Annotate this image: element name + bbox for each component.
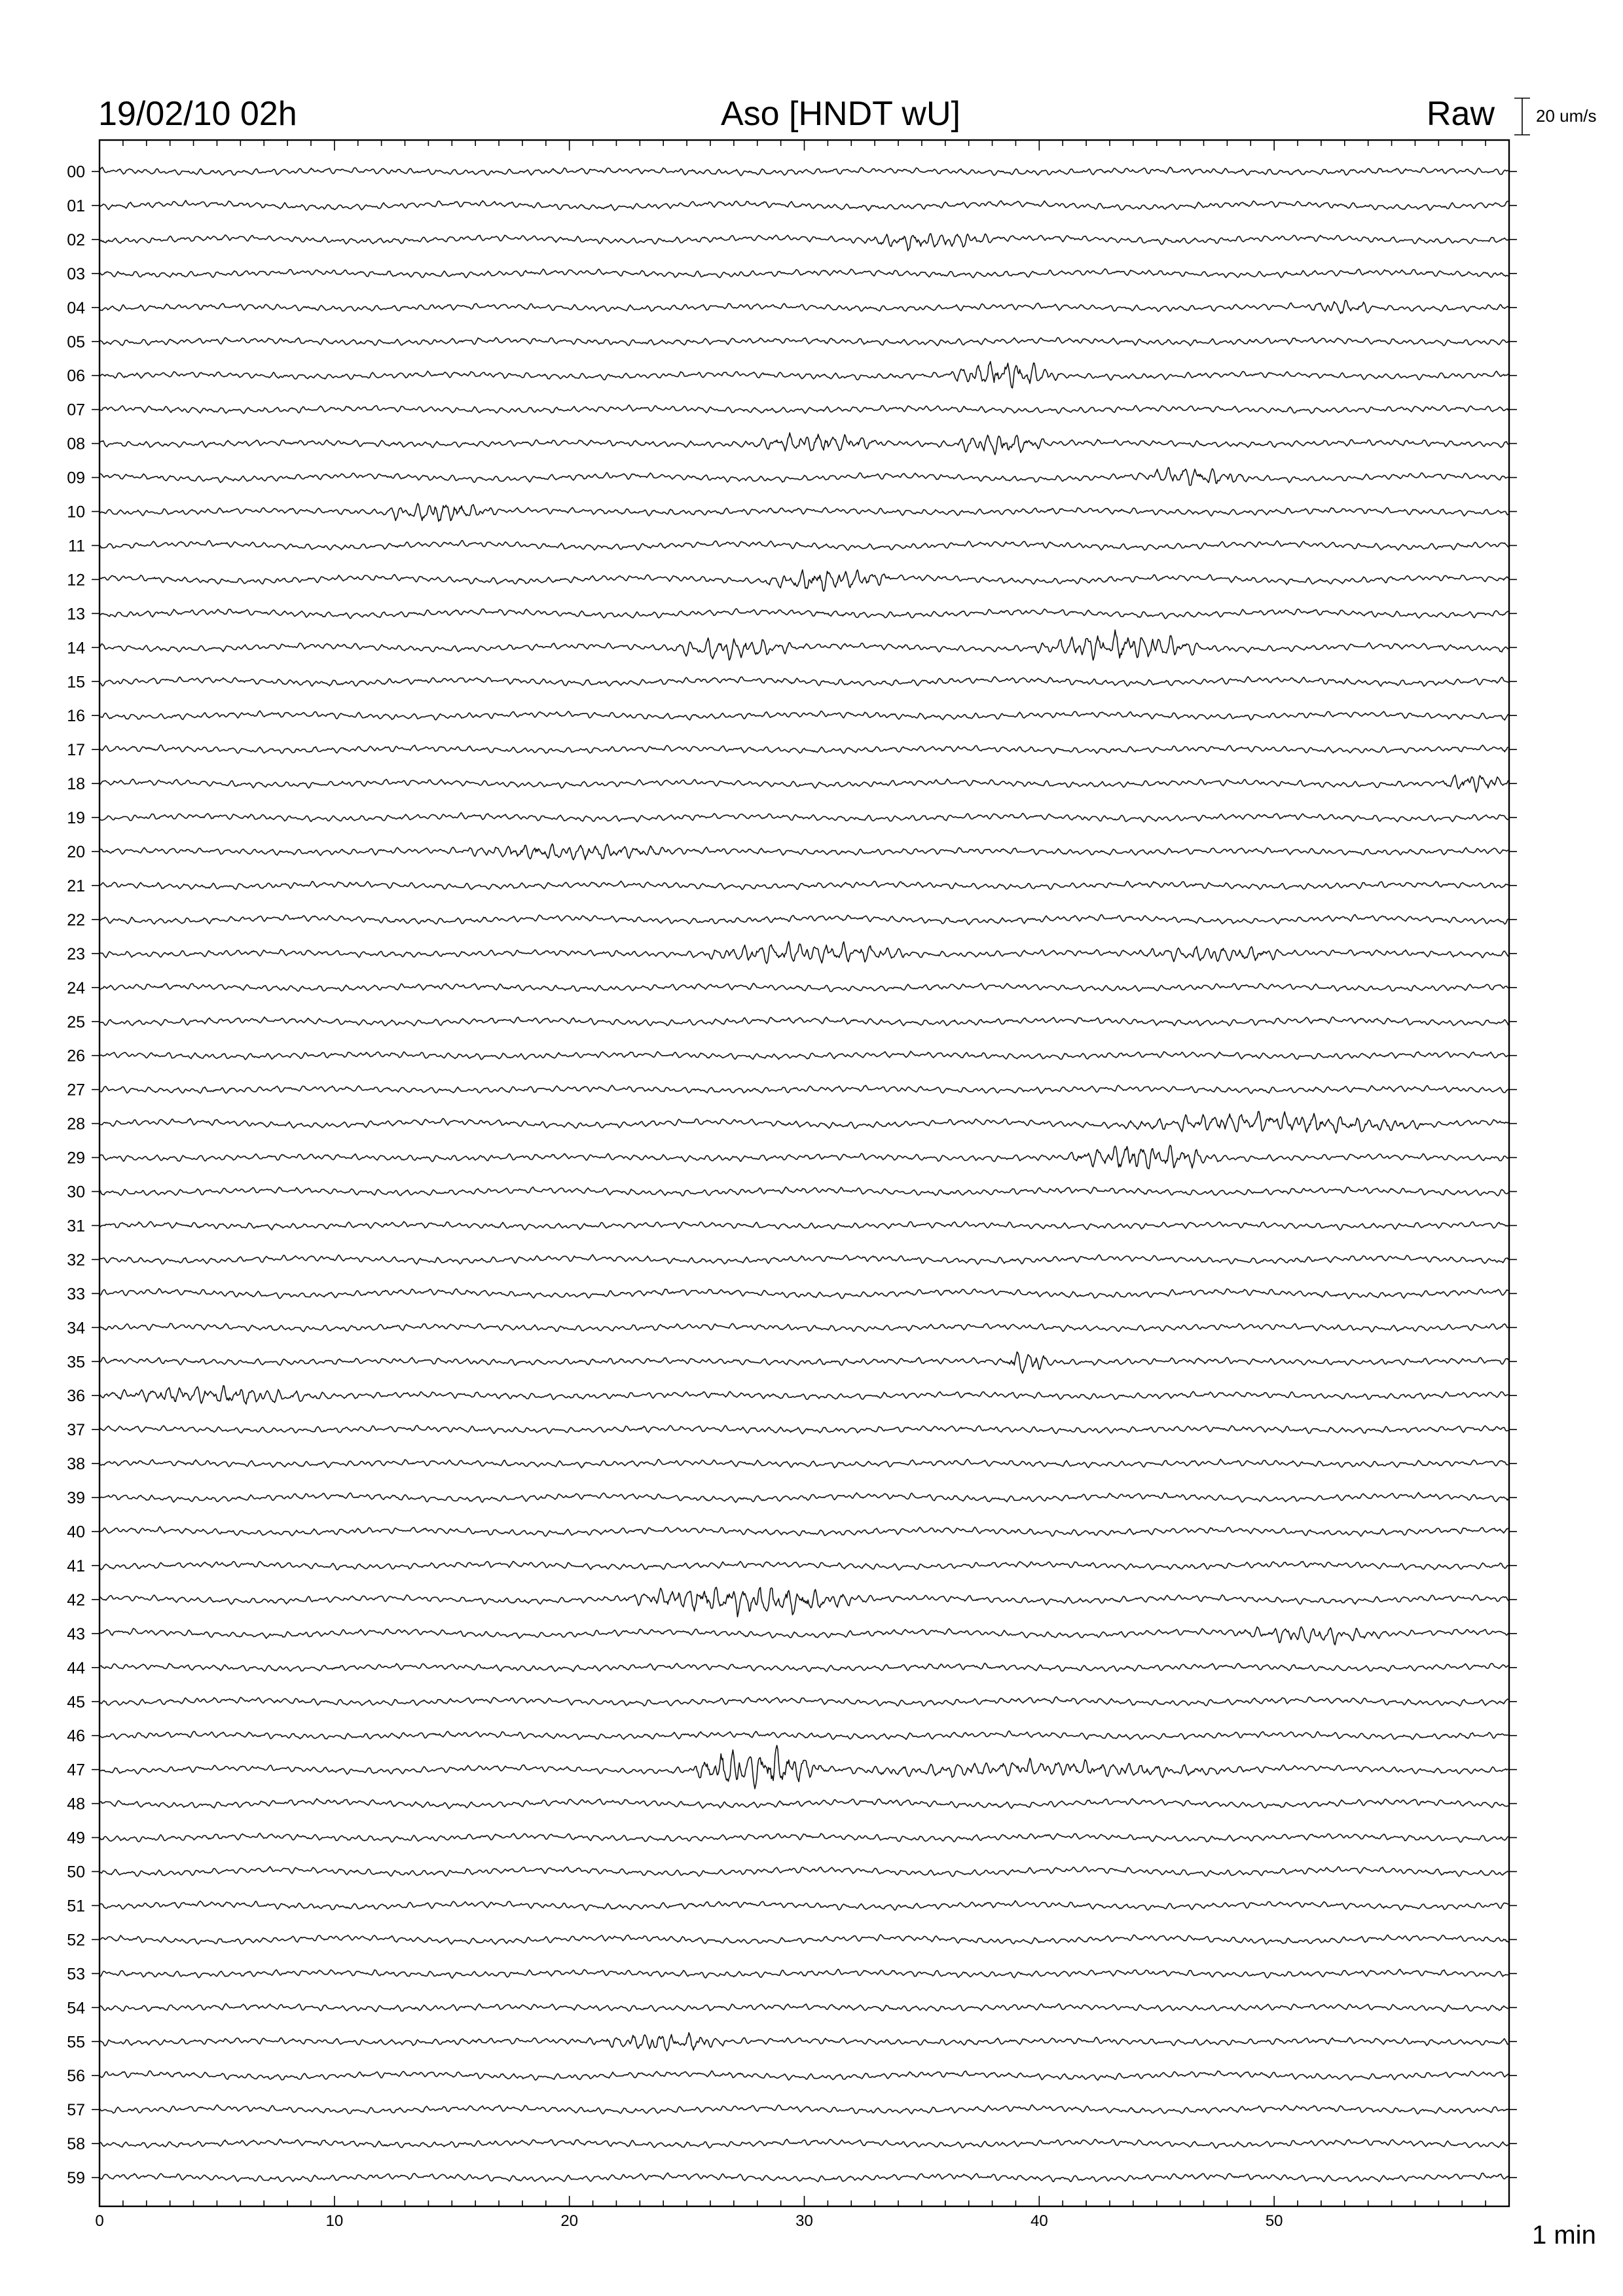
trace-line-07 — [100, 405, 1508, 414]
trace-line-50 — [100, 1867, 1508, 1876]
row-label: 46 — [67, 1727, 85, 1746]
row-label: 32 — [67, 1251, 85, 1270]
trace-line-48 — [100, 1799, 1508, 1808]
trace-line-30 — [100, 1187, 1508, 1196]
trace-line-22 — [100, 914, 1508, 924]
trace-line-40 — [100, 1527, 1508, 1537]
trace-line-29 — [100, 1145, 1508, 1169]
trace-line-16 — [100, 711, 1508, 720]
trace-line-44 — [100, 1663, 1508, 1672]
row-label: 33 — [67, 1285, 85, 1304]
trace-line-00 — [100, 167, 1508, 175]
row-label: 18 — [67, 775, 85, 794]
row-label: 41 — [67, 1556, 85, 1575]
row-label: 38 — [67, 1455, 85, 1474]
trace-line-03 — [100, 269, 1508, 278]
trace-line-08 — [100, 433, 1508, 455]
trace-line-47 — [100, 1746, 1508, 1789]
row-label: 17 — [67, 741, 85, 760]
row-label: 27 — [67, 1081, 85, 1100]
row-label: 37 — [67, 1421, 85, 1440]
row-label: 30 — [67, 1183, 85, 1202]
x-tick-label: 10 — [325, 2212, 344, 2230]
row-label: 03 — [67, 264, 85, 283]
trace-line-32 — [100, 1255, 1508, 1265]
row-label: 53 — [67, 1965, 85, 1984]
row-label: 01 — [67, 196, 85, 215]
row-label: 44 — [67, 1659, 85, 1677]
row-label: 54 — [67, 1999, 85, 2018]
trace-line-23 — [100, 941, 1508, 963]
row-label: 55 — [67, 2033, 85, 2052]
row-label: 51 — [67, 1897, 85, 1916]
trace-line-49 — [100, 1833, 1508, 1842]
row-label: 02 — [67, 230, 85, 249]
trace-line-42 — [100, 1587, 1508, 1617]
row-label: 19 — [67, 809, 85, 828]
scale-label: 20 um/s — [1536, 106, 1597, 126]
row-label: 40 — [67, 1523, 85, 1541]
row-label: 52 — [67, 1931, 85, 1950]
trace-line-05 — [100, 338, 1508, 346]
trace-line-55 — [100, 2033, 1508, 2051]
row-label: 35 — [67, 1353, 85, 1372]
trace-line-43 — [100, 1627, 1508, 1645]
trace-line-02 — [100, 234, 1508, 251]
trace-line-26 — [100, 1051, 1508, 1060]
trace-line-35 — [100, 1352, 1508, 1374]
trace-line-25 — [100, 1017, 1508, 1026]
row-label: 21 — [67, 876, 85, 895]
x-tick-label: 50 — [1265, 2212, 1283, 2230]
trace-line-09 — [100, 467, 1508, 486]
mode-label: Raw — [1426, 95, 1495, 133]
trace-line-34 — [100, 1323, 1508, 1332]
trace-line-52 — [100, 1935, 1508, 1945]
trace-line-51 — [100, 1901, 1508, 1910]
row-label: 49 — [67, 1829, 85, 1848]
row-label: 47 — [67, 1761, 85, 1780]
trace-line-17 — [100, 745, 1508, 753]
trace-line-04 — [100, 300, 1508, 314]
row-label: 56 — [67, 2067, 85, 2086]
row-label: 04 — [67, 298, 85, 317]
station-title: Aso [HNDT wU] — [721, 95, 960, 133]
x-axis-label: 1 min — [1532, 2221, 1596, 2250]
trace-line-56 — [100, 2071, 1508, 2081]
trace-line-59 — [100, 2173, 1508, 2182]
row-label: 39 — [67, 1489, 85, 1508]
trace-line-37 — [100, 1426, 1508, 1434]
scale-bar — [1514, 98, 1597, 135]
x-tick-label: 0 — [95, 2212, 104, 2230]
trace-line-06 — [100, 361, 1508, 388]
row-label: 22 — [67, 910, 85, 929]
row-label: 10 — [67, 503, 85, 522]
trace-line-19 — [100, 813, 1508, 822]
row-label: 57 — [67, 2101, 85, 2120]
row-label: 29 — [67, 1149, 85, 1168]
x-axis — [95, 140, 1509, 2230]
trace-line-38 — [100, 1460, 1508, 1468]
trace-line-11 — [100, 541, 1508, 550]
trace-line-28 — [100, 1111, 1508, 1133]
row-label: 42 — [67, 1590, 85, 1609]
trace-line-36 — [100, 1386, 1508, 1404]
row-label: 34 — [67, 1319, 85, 1338]
trace-line-41 — [100, 1562, 1508, 1570]
trace-line-15 — [100, 677, 1508, 687]
trace-line-33 — [100, 1289, 1508, 1299]
row-label: 25 — [67, 1013, 85, 1031]
trace-line-54 — [100, 2003, 1508, 2011]
trace-group — [100, 167, 1508, 2181]
row-label: 48 — [67, 1795, 85, 1814]
row-label: 12 — [67, 571, 85, 590]
trace-line-53 — [100, 1969, 1508, 1979]
row-label: 20 — [67, 843, 85, 861]
row-label: 26 — [67, 1047, 85, 1066]
y-axis-labels — [67, 163, 1517, 2187]
trace-line-21 — [100, 881, 1508, 889]
trace-line-12 — [100, 570, 1508, 592]
row-label: 05 — [67, 332, 85, 351]
row-label: 13 — [67, 605, 85, 624]
trace-line-24 — [100, 983, 1508, 992]
trace-line-27 — [100, 1085, 1508, 1093]
x-tick-label: 30 — [795, 2212, 813, 2230]
row-label: 36 — [67, 1387, 85, 1406]
row-label: 11 — [68, 537, 85, 556]
trace-line-58 — [100, 2139, 1508, 2148]
trace-line-14 — [100, 630, 1508, 660]
row-label: 31 — [67, 1217, 85, 1236]
trace-line-01 — [100, 200, 1508, 211]
row-label: 45 — [67, 1693, 85, 1712]
row-label: 24 — [67, 978, 85, 997]
row-label: 15 — [67, 673, 85, 692]
x-tick-label: 40 — [1030, 2212, 1048, 2230]
row-label: 14 — [67, 639, 85, 658]
row-label: 59 — [67, 2169, 85, 2188]
trace-line-39 — [100, 1492, 1508, 1502]
trace-line-45 — [100, 1697, 1508, 1706]
trace-line-31 — [100, 1221, 1508, 1230]
trace-line-13 — [100, 609, 1508, 619]
trace-line-46 — [100, 1731, 1508, 1740]
row-label: 00 — [67, 163, 85, 181]
row-label: 06 — [67, 367, 85, 386]
trace-line-10 — [100, 503, 1508, 522]
row-label: 08 — [67, 435, 85, 454]
trace-line-18 — [100, 775, 1508, 792]
plot-frame — [100, 140, 1509, 2206]
row-label: 09 — [67, 469, 85, 488]
trace-line-20 — [100, 844, 1508, 860]
date-hour-label: 19/02/10 02h — [98, 95, 297, 133]
row-label: 58 — [67, 2135, 85, 2154]
row-label: 23 — [67, 944, 85, 963]
x-tick-label: 20 — [560, 2212, 579, 2230]
row-label: 16 — [67, 707, 85, 726]
row-label: 28 — [67, 1115, 85, 1134]
row-label: 50 — [67, 1863, 85, 1882]
row-label: 07 — [67, 401, 85, 420]
trace-line-57 — [100, 2105, 1508, 2114]
row-label: 43 — [67, 1624, 85, 1643]
